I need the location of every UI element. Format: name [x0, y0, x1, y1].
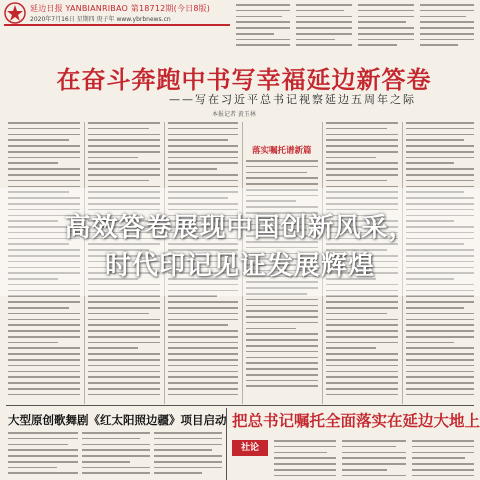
article-column	[154, 432, 222, 480]
overlay-caption-line1: 高效答卷展现中国创新风采，	[64, 213, 416, 243]
article-column	[274, 440, 336, 480]
masthead-rule	[4, 24, 230, 26]
top-text-column	[358, 4, 414, 48]
byline: 本报记者 黄玉林	[212, 111, 256, 118]
bottom-right-headline: 把总书记嘱托全面落实在延边大地上	[232, 412, 480, 430]
overlay-caption-line2: 时代印记见证发展辉煌	[104, 251, 375, 281]
main-headline: 在奋斗奔跑中书写幸福延边新答卷	[56, 66, 432, 94]
issue-line: 2020年7月16日 星期四 庚子年 www.ybrbnews.cn	[30, 16, 171, 23]
article-column	[82, 432, 150, 480]
article-column	[412, 440, 474, 480]
column-divider	[226, 408, 227, 480]
section-divider	[6, 405, 474, 406]
top-text-column	[420, 4, 474, 48]
newspaper-logo-icon	[4, 2, 26, 24]
bottom-left-headline: 大型原创歌舞剧《红太阳照边疆》项目启动	[8, 413, 227, 427]
section-heading: 落实嘱托谱新篇	[252, 146, 312, 156]
article-column	[342, 440, 406, 480]
headline-subtitle: ——写在习近平总书记视察延边五周年之际	[169, 93, 416, 106]
article-column	[8, 432, 78, 480]
top-text-column	[236, 4, 290, 48]
paper-name: 延边日报 YANBIANRIBAO 第18712期(今日8版)	[30, 4, 211, 13]
editorial-badge: 社论	[232, 440, 268, 456]
top-text-column	[296, 4, 352, 48]
